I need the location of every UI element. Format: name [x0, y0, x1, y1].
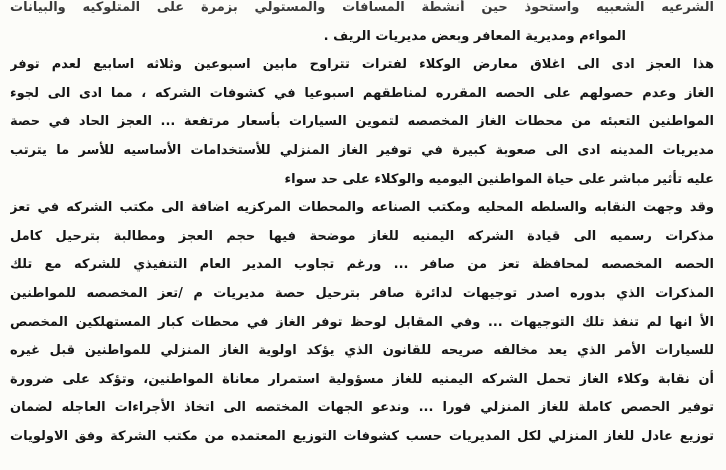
- document-line: المواطنين التعبئه من محطات الغاز المخصصه لتموين السيارات بأسعار مرتفعة ... العجز الحاد في حصة: [10, 114, 714, 130]
- document-line: عليه تأثير مباشر على حياة المواطنين اليوميه والوكلاء على حد سواء: [284, 171, 714, 187]
- document-body: [10, 0, 714, 452]
- document-line: مذكرات رسميه الى قيادة الشركه اليمنيه للغاز موضحة فيها حجم العجز ومطالبة بترحيل كامل: [10, 228, 714, 244]
- document-line: وقد وجهت النقابه والسلطه المحليه ومكتب الصناعه والمحطات المركزيه اضافة الى مكتب الشركه في تعز: [10, 200, 714, 216]
- document-line: المواءم ومديرية المعافر وبعض مديريات الريف .: [323, 28, 626, 44]
- document-line: مديريات المدينه ادى الى صعوبة كبيرة في توفير الغاز المنزلي للأستخدامات الأساسيه للأسر ما يترتب: [10, 142, 714, 158]
- document-line: الأ انها لم تنفذ تلك التوجيهات ... وفي المقابل لوحظ توفر الغاز في محطات كبار المستهلكين المخصص: [10, 314, 714, 330]
- document-line: أن نقابة وكلاء الغاز تحمل الشركه اليمنيه للغاز مسؤولية استمرار معاناة المواطنين، وتؤكد على ضرورة: [10, 371, 714, 387]
- document-line: الغاز وعدم حصولهم على الحصه المقرره لمناطقهم اسبوعيا في كشوفات الشركه ، مما ادى الى لجوء: [10, 85, 714, 101]
- document-line: توزيع عادل للغاز المنزلي لكل المديريات حسب كشوفات التوزيع المعتمده من مكتب الشركة وفق الاولويات: [10, 428, 714, 444]
- document-line: المذكرات الذي بدوره اصدر توجيهات لدائرة صافر بترحيل حصة مديريات م /تعز المخصصه للمواطنين: [10, 285, 714, 301]
- document-line: الحصه المخصصه لمحافظة تعز من صافر ... ورغم تجاوب المدير العام التنفيذي للشركه مع تلك: [10, 257, 714, 273]
- document-line: للسيارات الأمر الذي يعد مخالفه صريحه للقانون الذي يؤكد اولوية الغاز المنزلي للمواطنين قبل غيره: [10, 343, 714, 359]
- document-line-cropped: الشرعيه الشعبيه واستحوذ حين أنشطة المسافات والمستولي بزمرة على المتلوكيه والبيانات: [10, 0, 714, 15]
- document-line: هذا العجز ادى الى اغلاق معارض الوكلاء لفترات تتراوح مابين اسبوعين وثلاثه اسابيع لعدم توفر: [10, 57, 714, 73]
- document-line: توفير الحصص كاملة للغاز المنزلي فورا ... وندعو الجهات المختصه الى اتخاذ الأجراءات العاجله لضمان: [10, 400, 714, 416]
